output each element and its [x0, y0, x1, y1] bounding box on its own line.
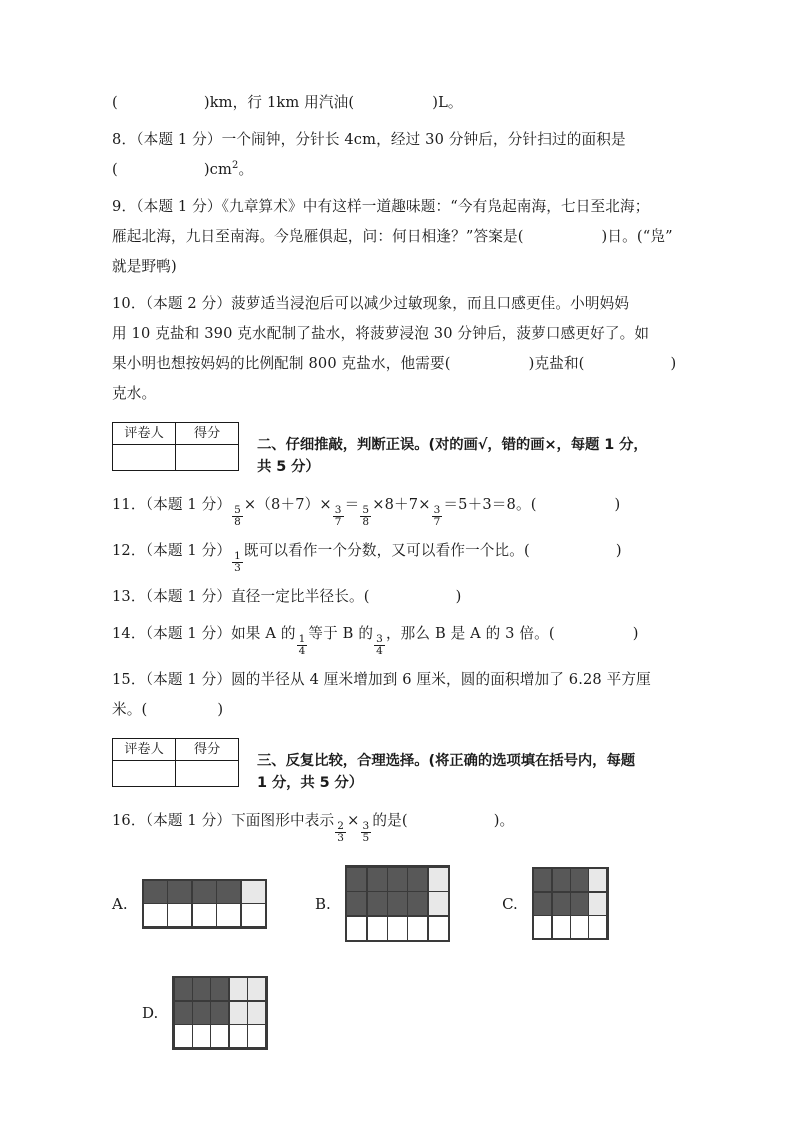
question-number: 9 — [112, 198, 122, 215]
question-9-line3 — [112, 252, 690, 281]
grid-cell-light — [248, 978, 265, 1000]
section-title-line2: 1 分，共 5 分） — [257, 774, 364, 791]
open-paren: ( — [112, 161, 118, 178]
grid-cell-empty — [368, 917, 387, 940]
fraction-numerator: 3 — [433, 504, 441, 517]
unit-exponent: 2 — [232, 160, 239, 172]
grid-cell-light — [429, 868, 448, 891]
question-number: 12 — [112, 541, 131, 559]
fraction-numerator: 1 — [234, 550, 241, 563]
grid-cell-dark — [571, 893, 588, 915]
grid-cell-dark — [408, 892, 427, 915]
score-table — [112, 738, 239, 787]
question-number: 16 — [112, 811, 131, 829]
grid-cell-light — [248, 1002, 265, 1024]
expression-part: ＝ — [344, 496, 360, 513]
grid-cell-dark — [388, 868, 407, 891]
question-points: （本题 1 分） — [136, 198, 222, 215]
close-paren: )。 — [493, 811, 515, 829]
question-points: （本题 1 分） — [136, 131, 222, 148]
score-table-header-score: 得分 — [176, 423, 239, 445]
question-dot: ． — [130, 811, 146, 829]
question-8 — [112, 125, 690, 154]
grid-cell-empty — [193, 904, 216, 926]
fraction-numerator: 5 — [362, 504, 370, 517]
close-paren: ) — [455, 587, 462, 605]
grid-cell-light — [242, 881, 265, 903]
choices-row-d — [112, 976, 690, 1050]
question-number: 8 — [112, 131, 122, 148]
grid-cell-empty — [211, 1025, 228, 1047]
carryover-close-paren: ) — [203, 94, 210, 111]
grid-cell-empty — [553, 916, 570, 938]
choice-option-c[interactable] — [502, 867, 609, 941]
grid-cell-dark — [368, 892, 387, 915]
fraction-denominator: 4 — [298, 644, 306, 657]
fraction-denominator: 4 — [376, 644, 383, 657]
section-title-line1: 三、反复比较，合理选择。(将正确的选项填在括号内，每题 — [257, 752, 636, 769]
grid-cell-dark — [144, 881, 167, 903]
fraction-1-4 — [297, 634, 308, 656]
section-2-header — [112, 422, 690, 478]
score-table-header-score: 得分 — [176, 738, 239, 760]
question-dot: ． — [130, 670, 146, 688]
section-title-line1: 二、仔细推敲，判断正误。(对的画√，错的画×，每题 1 分， — [257, 437, 648, 453]
close-paren: ) — [615, 541, 622, 559]
carryover-mid: km，行 1km 用汽油( — [209, 94, 355, 111]
question-dot: ． — [121, 198, 137, 215]
grid-cell-light — [589, 893, 606, 915]
grid-cell-dark — [193, 1002, 210, 1024]
grid-cell-empty — [408, 917, 427, 940]
grid-cell-dark — [168, 881, 191, 903]
grid-cell-dark — [175, 1002, 192, 1024]
close-paren: ) — [217, 700, 224, 718]
choice-label: B. — [314, 894, 331, 913]
grid-cell-empty — [347, 917, 366, 940]
expression-part: ×（8＋7）× — [243, 496, 332, 513]
question-text: 雁起北海，九日至南海。今凫雁俱起，问：何日相逢？”答案是( — [112, 228, 524, 245]
grid-cell-dark — [211, 1002, 228, 1024]
score-table-cell-score[interactable] — [176, 445, 239, 471]
fraction-3-5 — [361, 821, 372, 843]
question-text: 等于 B 的 — [308, 624, 374, 642]
carryover-line — [112, 88, 690, 117]
fraction-3-7 — [432, 505, 443, 527]
question-number: 13 — [112, 587, 131, 605]
grid-cell-dark — [534, 893, 551, 915]
question-number: 11 — [112, 496, 131, 513]
fraction-denominator: 8 — [362, 516, 370, 529]
fraction-denominator: 7 — [433, 516, 441, 529]
close-paren-unit: )cm — [203, 161, 232, 178]
grid-cell-dark — [193, 881, 216, 903]
fraction-numerator: 1 — [298, 633, 306, 646]
question-text: 圆的半径从 4 厘米增加到 6 厘米，圆的面积增加了 6.28 平方厘 — [231, 670, 651, 688]
grid-cell-empty — [429, 917, 448, 940]
fraction-5-8 — [232, 505, 243, 527]
expression-part: ＝5＋3＝8。( — [443, 496, 537, 513]
section-title-line2: 共 5 分） — [257, 459, 320, 475]
question-dot: ． — [130, 587, 146, 605]
table-row — [113, 445, 239, 471]
question-text: 就是野鸭) — [112, 258, 177, 275]
grid-cell-dark — [368, 868, 387, 891]
question-text: )日。(“凫” — [601, 228, 673, 245]
grid-cell-light — [589, 869, 606, 891]
fraction-denominator: 3 — [337, 831, 345, 844]
question-points: （本题 1 分） — [145, 670, 232, 688]
question-11 — [112, 490, 690, 528]
grid-cell-light — [230, 1002, 247, 1024]
question-dot: ． — [130, 496, 146, 513]
choice-label: D. — [142, 1003, 159, 1022]
section-3-header — [112, 738, 690, 794]
score-table-header-grader: 评卷人 — [113, 738, 176, 760]
question-points: （本题 1 分） — [145, 587, 232, 605]
grid-cell-dark — [347, 868, 366, 891]
table-row — [113, 423, 239, 445]
question-dot: ． — [130, 624, 146, 642]
question-13 — [112, 582, 690, 611]
question-dot: ． — [130, 541, 146, 559]
grid-cell-dark — [217, 881, 240, 903]
fraction-numerator: 3 — [376, 633, 383, 646]
question-10-line2 — [112, 319, 690, 348]
fraction-5-8 — [360, 505, 371, 527]
fraction-denominator: 5 — [362, 831, 370, 844]
choice-option-d[interactable] — [142, 976, 268, 1050]
question-text: 直径一定比半径长。( — [231, 587, 370, 605]
grid-cell-empty — [388, 917, 407, 940]
grid-cell-dark — [175, 978, 192, 1000]
fraction-denominator: 3 — [234, 561, 241, 574]
question-dot: ． — [121, 131, 137, 148]
question-10-line3 — [112, 349, 690, 378]
multiply-operator: × — [347, 811, 360, 829]
grid-cell-dark — [553, 869, 570, 891]
score-table — [112, 422, 239, 471]
question-points: （本题 1 分） — [145, 624, 232, 642]
question-text: 既可以看作一个分数，又可以看作一个比。( — [243, 541, 530, 559]
section-2-title — [257, 422, 648, 478]
grid-cell-dark — [534, 869, 551, 891]
choice-grid — [345, 865, 450, 942]
grid-cell-light — [230, 978, 247, 1000]
question-text: )克盐和( — [528, 355, 585, 372]
carryover-open-paren: ( — [112, 94, 118, 111]
table-row — [113, 760, 239, 786]
question-number: 14 — [112, 624, 131, 642]
choice-grid — [142, 879, 267, 929]
question-text: 《九章算术》中有这样一道趣味题：“今有凫起南海，七日至北海； — [221, 198, 650, 215]
question-8-answer-line — [112, 155, 690, 184]
choice-grid — [172, 976, 267, 1050]
fraction-1-3 — [232, 551, 243, 573]
close-paren: ) — [632, 624, 639, 642]
grid-cell-empty — [230, 1025, 247, 1047]
score-table-cell-grader[interactable] — [113, 445, 176, 471]
question-14 — [112, 619, 690, 657]
question-12 — [112, 536, 690, 574]
grid-cell-empty — [175, 1025, 192, 1047]
grid-cell-dark — [347, 892, 366, 915]
question-text: 用 10 克盐和 390 克水配制了盐水，将菠萝浸泡 30 分钟后，菠萝口感更好了。如 — [112, 325, 650, 342]
question-points: （本题 1 分） — [145, 811, 232, 829]
grid-cell-empty — [217, 904, 240, 926]
choices-row-abc — [112, 865, 690, 942]
grid-cell-light — [429, 892, 448, 915]
question-text: 一个闹钟，分针长 4cm，经过 30 分钟后，分针扫过的面积是 — [221, 131, 626, 148]
question-text: 的是( — [372, 811, 408, 829]
grid-cell-empty — [589, 916, 606, 938]
grid-cell-dark — [571, 869, 588, 891]
grid-cell-dark — [553, 893, 570, 915]
grid-cell-empty — [144, 904, 167, 926]
question-number: 15 — [112, 670, 131, 688]
fraction-denominator: 7 — [334, 516, 342, 529]
question-15 — [112, 665, 690, 694]
fraction-numerator: 3 — [362, 819, 370, 832]
fraction-numerator: 2 — [337, 819, 345, 832]
question-points: （本题 1 分） — [145, 496, 232, 513]
expression-part: ×8＋7× — [372, 496, 431, 513]
question-15-line2 — [112, 695, 690, 724]
question-points: （本题 2 分） — [145, 295, 232, 312]
question-text: ) — [670, 355, 677, 372]
question-text: 下面图形中表示 — [231, 811, 335, 829]
question-points: （本题 1 分） — [145, 541, 232, 559]
grid-cell-dark — [211, 978, 228, 1000]
fraction-3-7 — [333, 505, 344, 527]
question-16 — [112, 806, 690, 844]
question-text: 米。( — [112, 700, 148, 718]
choice-option-a[interactable] — [112, 879, 267, 929]
question-text: 菠萝适当浸泡后可以减少过敏现象，而且口感更佳。小明妈妈 — [231, 295, 630, 312]
choice-option-b[interactable] — [315, 865, 450, 942]
grid-cell-empty — [168, 904, 191, 926]
choice-label: A. — [112, 894, 128, 913]
fraction-denominator: 8 — [234, 516, 241, 529]
score-table-cell-score[interactable] — [176, 760, 239, 786]
grid-cell-empty — [571, 916, 588, 938]
grid-cell-dark — [408, 868, 427, 891]
question-9 — [112, 192, 690, 221]
grid-cell-empty — [242, 904, 265, 926]
fraction-numerator: 5 — [234, 504, 241, 517]
question-9-line2 — [112, 222, 690, 251]
table-row — [113, 738, 239, 760]
grid-cell-empty — [534, 916, 551, 938]
question-number: 10 — [112, 295, 131, 312]
page-content — [112, 88, 690, 1050]
grid-cell-empty — [193, 1025, 210, 1047]
question-10 — [112, 289, 690, 318]
fraction-3-4 — [374, 634, 385, 656]
section-3-title — [257, 738, 635, 794]
period: 。 — [238, 161, 254, 178]
question-text: 如果 A 的 — [231, 624, 296, 642]
question-10-line4 — [112, 379, 690, 408]
choice-grid — [532, 867, 609, 941]
grid-cell-empty — [248, 1025, 265, 1047]
fraction-numerator: 3 — [334, 504, 342, 517]
grid-cell-dark — [193, 978, 210, 1000]
carryover-tail: )L。 — [432, 94, 463, 111]
question-dot: ． — [130, 295, 146, 312]
score-table-cell-grader[interactable] — [113, 760, 176, 786]
score-table-header-grader: 评卷人 — [113, 423, 176, 445]
question-text: ，那么 B 是 A 的 3 倍。( — [385, 624, 555, 642]
close-paren: ) — [614, 496, 621, 513]
choice-label: C. — [502, 894, 518, 913]
fraction-2-3 — [335, 821, 346, 843]
question-text: 果小明也想按妈妈的比例配制 800 克盐水，他需要( — [112, 355, 451, 372]
grid-cell-dark — [388, 892, 407, 915]
question-text: 克水。 — [112, 385, 157, 402]
